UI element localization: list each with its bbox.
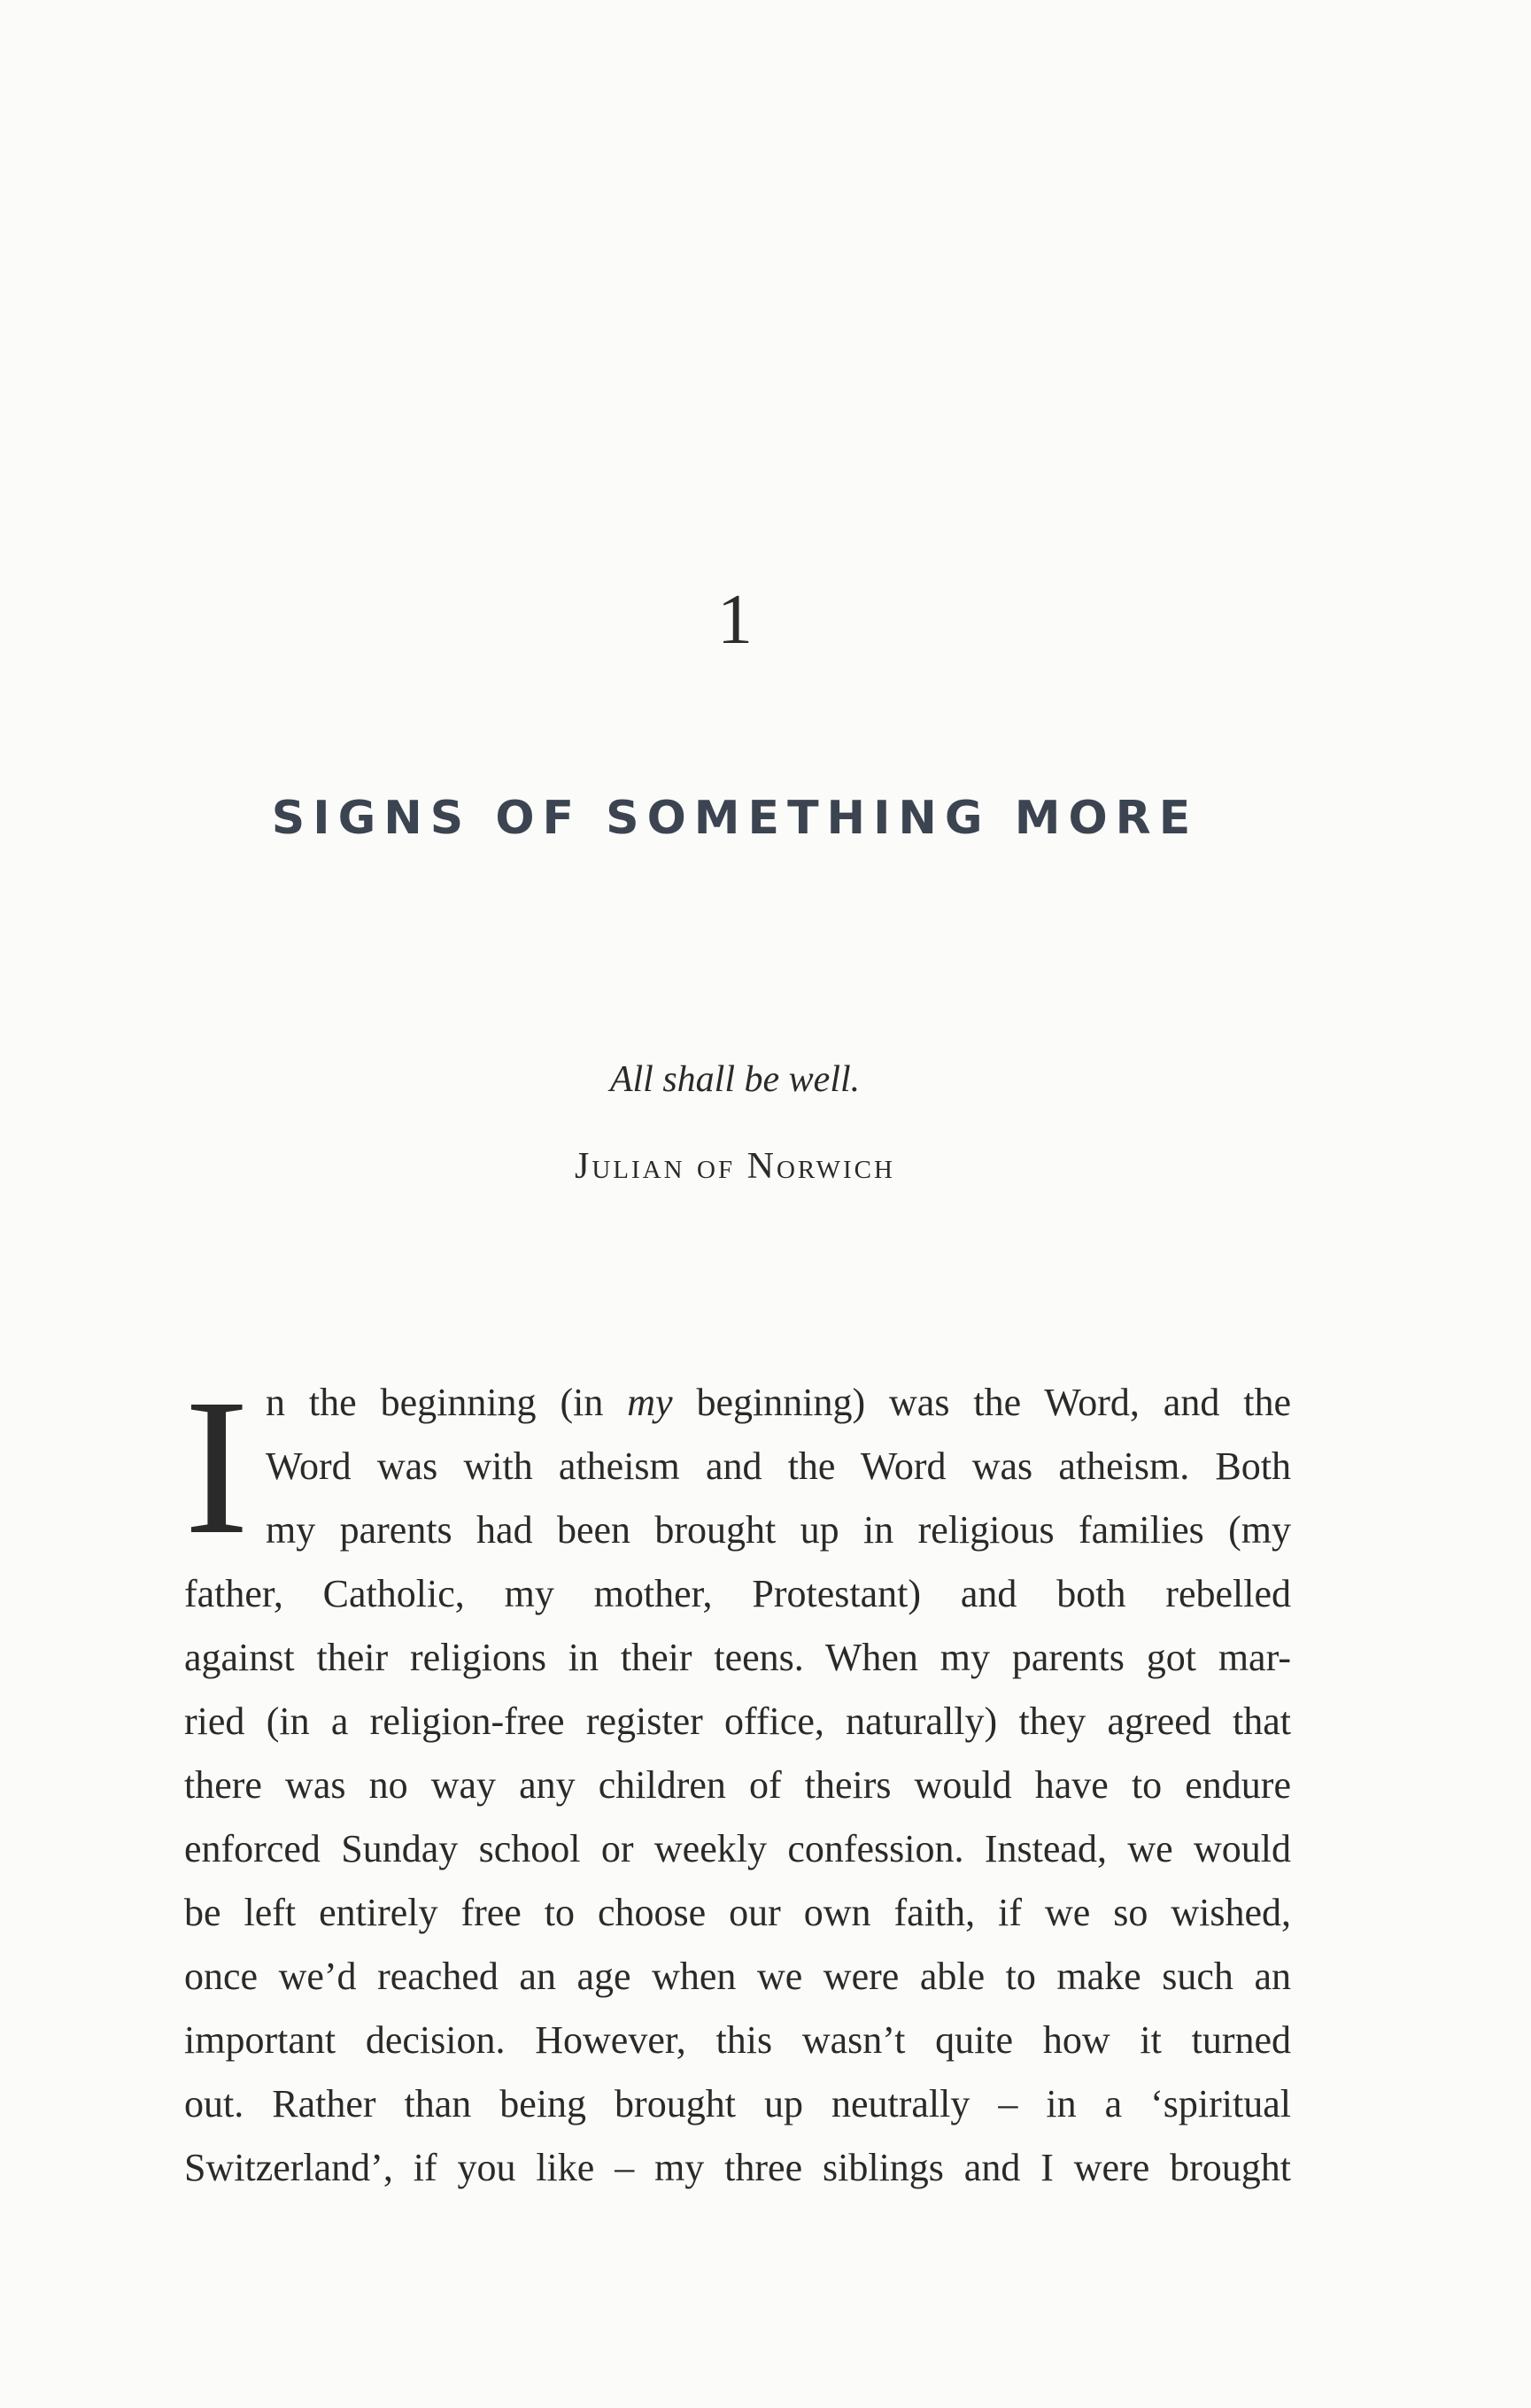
chapter-number: 1	[717, 581, 753, 659]
text-line: Switzerland’, if you like – my three siblings and I were brought	[184, 2146, 1291, 2189]
drop-cap: I	[184, 1359, 250, 1575]
epigraph-quote: All shall be well.	[609, 1059, 861, 1100]
text-run: n the beginning (in	[266, 1381, 628, 1424]
text-line: Word was with atheism and the Word was atheism. Both	[266, 1444, 1291, 1488]
text-line	[184, 1371, 1291, 1435]
text-line: important decision. However, this wasn’t quite how it turned	[184, 2018, 1291, 2062]
epigraph-attribution: Julian of Norwich	[575, 1146, 895, 1187]
text-run: beginning) was the Word, and the	[672, 1381, 1291, 1424]
text-line: there was no way any children of theirs would have to endure	[184, 1763, 1291, 1807]
text-line: father, Catholic, my mother, Protestant) and both rebelled	[184, 1572, 1291, 1615]
text-line: once we’d reached an age when we were able to make such an	[184, 1955, 1291, 1998]
chapter-title: SIGNS OF SOMETHING MORE	[271, 792, 1199, 845]
text-line: enforced Sunday school or weekly confession. Instead, we would	[184, 1827, 1291, 1870]
text-line: out. Rather than being brought up neutrally – in a ‘spiritual	[184, 2082, 1291, 2125]
emphasis-text: my	[627, 1381, 673, 1424]
body-paragraph	[184, 1359, 1291, 2200]
text-line: my parents had been brought up in religious families (my	[266, 1508, 1291, 1552]
text-line: ried (in a religion-free register office, naturally) they agreed that	[184, 1700, 1291, 1743]
drop-cap-block	[184, 1359, 1291, 1575]
text-line: against their religions in their teens. When my parents got mar-	[184, 1636, 1291, 1679]
text-line: be left entirely free to choose our own faith, if we so wished,	[184, 1891, 1291, 1934]
